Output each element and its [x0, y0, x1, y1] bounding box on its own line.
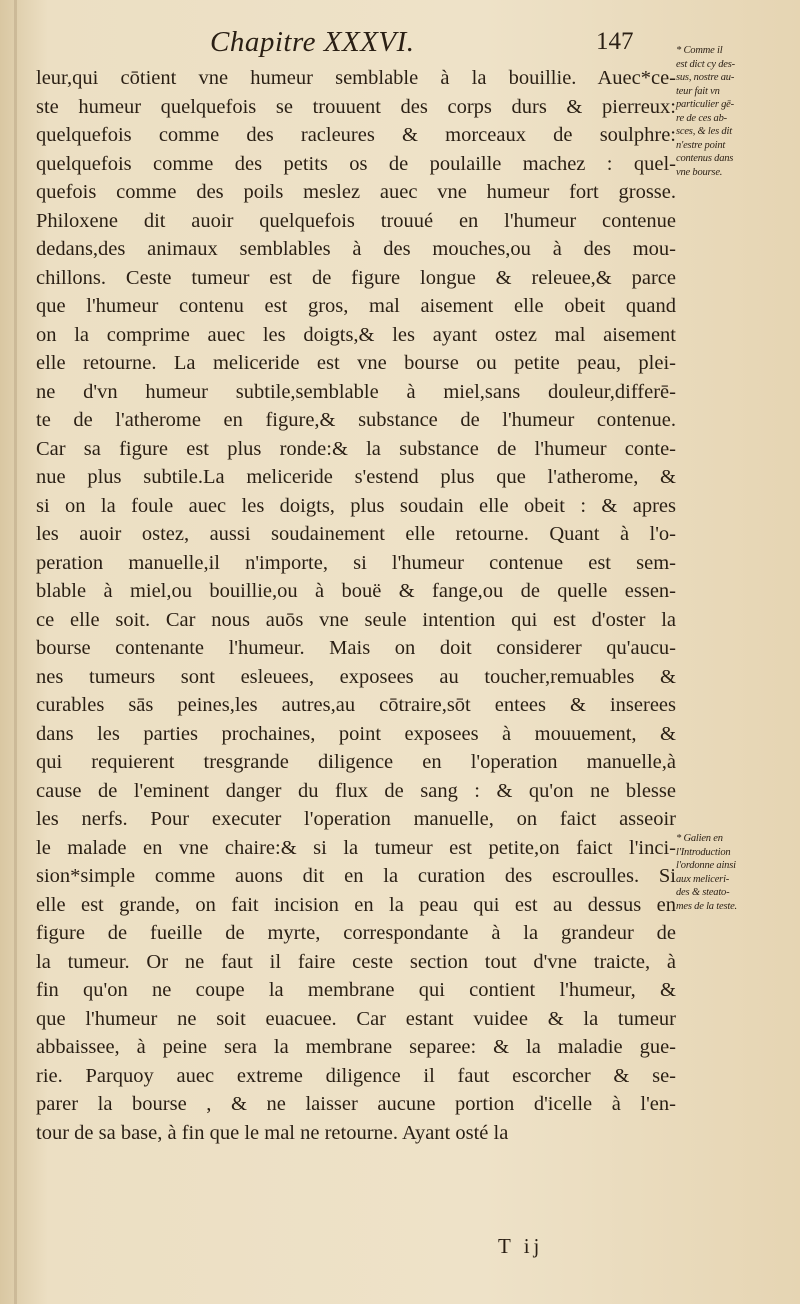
- margin-note-line: particulier gē-: [676, 99, 734, 110]
- text-line: rie. Parquoy auec extreme diligence il faut escorcher & se-: [36, 1064, 676, 1087]
- text-line: elle est grande, on fait incision en la peau qui est au dessus en: [36, 893, 676, 916]
- margin-note-line: n'estre point: [676, 139, 726, 151]
- running-title: Chapitre XXXVI.: [210, 26, 415, 58]
- text-line: que l'humeur contenu est gros, mal aisement elle obeit quand: [36, 295, 676, 317]
- margin-note-galien: [676, 832, 796, 913]
- text-line: figure de fueille de myrte, correspondante à la grandeur de: [36, 922, 676, 944]
- text-line: parer la bourse , & ne laisser aucune portion d'icelle à l'en-: [36, 1093, 676, 1115]
- signature-mark: T ij: [498, 1234, 544, 1258]
- text-line: fin qu'on ne coupe la membrane qui contient l'humeur, &: [36, 979, 676, 1001]
- text-line: chillons. Ceste tumeur est de figure longue & releuee,& parce: [36, 266, 676, 289]
- margin-note-line: aux meliceri-: [676, 873, 730, 885]
- text-line: blable à miel,ou bouillie,ou à bouë & fange,ou de quelle essen-: [36, 580, 676, 602]
- text-line: si on la foule auec les doigts, plus soudain elle obeit : & apres: [36, 494, 676, 517]
- margin-note-line: re de ces ab-: [676, 112, 727, 124]
- margin-note-comme-il: [676, 44, 796, 179]
- text-line: quelquefois comme des racleures & morceaux de soulphre:: [36, 124, 676, 146]
- text-line: qui requierent tresgrande diligence en l'operation manuelle,à: [36, 751, 676, 773]
- text-line: ste humeur quelquefois se trouuent des corps durs & pierreux:: [36, 95, 676, 118]
- text-line: quelquefois comme des petits os de poulaille machez : quel-: [36, 152, 676, 175]
- text-line: te de l'atherome en figure,& substance de l'humeur contenue.: [36, 409, 676, 431]
- text-line: elle retourne. La meliceride est vne bourse ou petite peau, plei-: [36, 352, 676, 374]
- text-line: Car sa figure est plus ronde:& la substance de l'humeur conte-: [36, 437, 676, 460]
- text-line: dedans,des animaux semblables à des mouches,ou à des mou-: [36, 238, 676, 260]
- margin-note-line: des & steato-: [676, 887, 730, 898]
- text-line: leur,qui cōtient vne humeur semblable à la bouillie. Auec*ce-: [36, 67, 676, 89]
- text-line: cause de l'eminent danger du flux de sang : & qu'on ne blesse: [36, 779, 676, 802]
- margin-note-line: teur fait vn: [676, 85, 720, 97]
- text-line: les auoir ostez, aussi soudainement elle retourne. Quant à l'o-: [36, 523, 676, 545]
- text-line: on la comprime auec les doigts,& les ayant ostez mal aisement: [36, 323, 676, 346]
- text-line: sion*simple comme auons dit en la curation des escroulles. Si: [36, 865, 676, 887]
- text-line: quefois comme des poils meslez auec vne humeur fort grosse.: [36, 181, 676, 203]
- text-line: ce elle soit. Car nous auōs vne seule intention qui est d'oster la: [36, 608, 676, 631]
- margin-note-line: sces, & les dit: [676, 126, 732, 137]
- text-line: que l'humeur ne soit euacuee. Car estant vuidee & la tumeur: [36, 1007, 676, 1030]
- text-line: nes tumeurs sont esleuees, exposees au toucher,remuables &: [36, 665, 676, 688]
- margin-note-line: sus, nostre au-: [676, 72, 735, 83]
- text-line: la tumeur. Or ne faut il faire ceste section tout d'vne traicte, à: [36, 950, 676, 973]
- margin-note-line: l'Introduction: [676, 846, 731, 858]
- margin-note-line: vne bourse.: [676, 166, 723, 178]
- text-line: peration manuelle,il n'importe, si l'humeur contenue est sem-: [36, 551, 676, 574]
- text-line: curables sās peines,les autres,au cōtraire,sōt entees & inserees: [36, 694, 676, 716]
- margin-note-line: contenus dans: [676, 153, 734, 164]
- margin-note-line: est dict cy des-: [676, 58, 735, 70]
- text-line: abbaissee, à peine sera la membrane separee: & la maladie gue-: [36, 1036, 676, 1058]
- text-line: tour de sa base, à fin que le mal ne retourne. Ayant osté la: [36, 1121, 509, 1144]
- text-line: Philoxene dit auoir quelquefois trouué en l'humeur contenue: [36, 209, 676, 232]
- text-line: nue plus subtile.La meliceride s'estend plus que l'atherome, &: [36, 466, 676, 488]
- text-line: ne d'vn humeur subtile,semblable à miel,sans douleur,differē-: [36, 380, 676, 403]
- margin-note-line: l'ordonne ainsi: [676, 860, 736, 871]
- text-line: les nerfs. Pour executer l'operation manuelle, on faict asseoir: [36, 808, 676, 830]
- margin-note-line: mes de la teste.: [676, 900, 737, 912]
- margin-note-line: * Galien en: [676, 833, 723, 844]
- text-line: dans les parties prochaines, point exposees à mouuement, &: [36, 722, 676, 745]
- text-line: bourse contenante l'humeur. Mais on doit considerer qu'aucu-: [36, 637, 676, 659]
- text-line: le malade en vne chaire:& si la tumeur est petite,on faict l'inci-: [36, 836, 676, 859]
- main-text-block: [36, 64, 676, 1147]
- page-number: 147: [596, 28, 634, 55]
- page-gutter: [14, 0, 17, 1304]
- margin-note-line: * Comme il: [676, 45, 723, 56]
